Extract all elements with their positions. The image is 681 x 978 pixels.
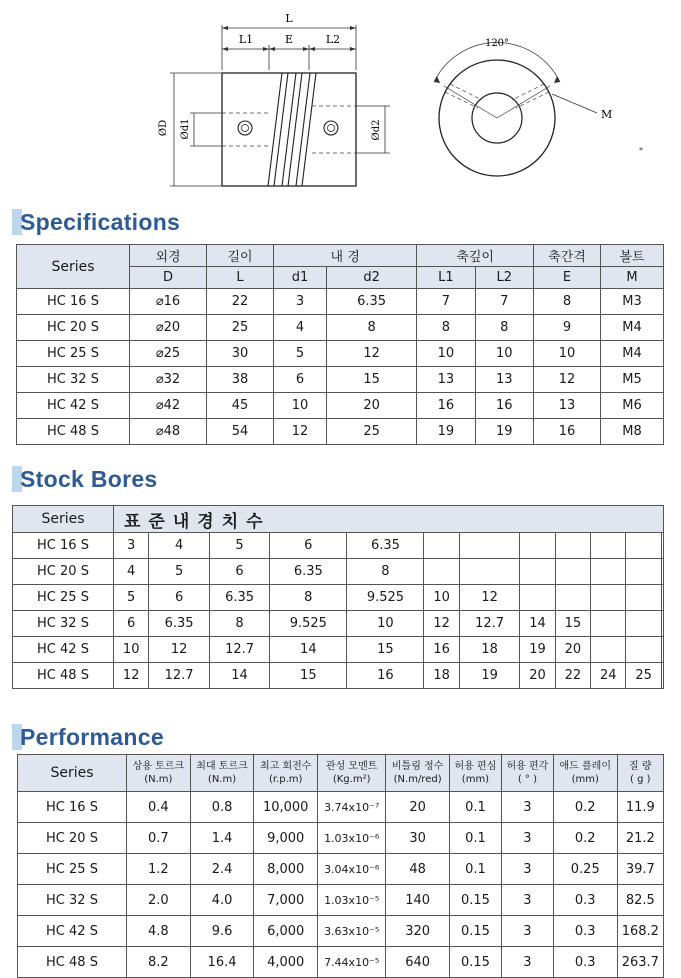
stock-series-cell: HC 16 S xyxy=(13,533,114,559)
spec-value-cell: M6 xyxy=(601,393,664,419)
stock-bore-cell: 15 xyxy=(270,663,347,689)
perf-value-cell: 320 xyxy=(386,916,450,947)
spec-value-cell: 13 xyxy=(475,367,533,393)
screw-label: M xyxy=(601,108,613,121)
stock-bore-cell: 4 xyxy=(114,559,149,585)
stock-bore-cell xyxy=(591,611,626,637)
perf-header-cell xyxy=(18,755,127,792)
stock-bore-cell: 6.35 xyxy=(149,611,209,637)
spec-value-cell: 10 xyxy=(534,341,601,367)
stock-bore-cell: 6.35 xyxy=(347,533,424,559)
perf-value-cell: 0.25 xyxy=(553,854,617,885)
perf-series-cell: HC 48 S xyxy=(18,947,127,978)
spec-value-cell: 8 xyxy=(417,315,475,341)
stock-bore-cell xyxy=(424,559,459,585)
perf-value-cell: 6,000 xyxy=(254,916,318,947)
stock-bore-cell xyxy=(661,559,663,585)
perf-header-label: 허용 편심 xyxy=(454,761,497,772)
stock-bore-cell xyxy=(520,585,555,611)
perf-value-cell: 0.4 xyxy=(127,792,191,823)
stock-header-label: 표준내경치수 xyxy=(114,506,664,533)
perf-header-label: 관성 모멘트 xyxy=(325,761,378,772)
perf-header-label: 상용 토르크 xyxy=(132,761,185,772)
perf-value-cell: 4,000 xyxy=(254,947,318,978)
stock-bore-cell xyxy=(626,585,661,611)
spec-header-depth: 축깊이 xyxy=(417,245,534,267)
spec-series-cell: HC 32 S xyxy=(17,367,130,393)
perf-header-cell xyxy=(553,755,617,792)
stock-bore-cell xyxy=(459,533,519,559)
spec-value-cell: 16 xyxy=(417,393,475,419)
perf-header-label: 허용 편각 xyxy=(506,761,549,772)
stock-bore-cell: 19 xyxy=(459,663,519,689)
spec-value-cell: 12 xyxy=(274,419,327,445)
spec-value-cell: ⌀42 xyxy=(130,393,207,419)
perf-value-cell: 10,000 xyxy=(254,792,318,823)
spec-header-series: Series xyxy=(17,245,130,289)
stock-series-cell: HC 32 S xyxy=(13,611,114,637)
perf-value-cell: 640 xyxy=(386,947,450,978)
perf-value-cell: 39.7 xyxy=(617,854,663,885)
stock-bore-cell xyxy=(661,663,663,689)
perf-value-cell: 0.2 xyxy=(553,792,617,823)
stock-bore-cell: 8 xyxy=(347,559,424,585)
spec-value-cell: 25 xyxy=(207,315,274,341)
asterisk-mark: * xyxy=(639,146,643,155)
spec-value-cell: 22 xyxy=(207,289,274,315)
perf-value-cell: 3 xyxy=(501,854,553,885)
stock-bore-cell: 16 xyxy=(424,637,459,663)
spec-value-cell: 15 xyxy=(326,367,416,393)
perf-header-unit: (N.m) xyxy=(144,774,173,785)
stock-bore-cell: 9.525 xyxy=(347,585,424,611)
spec-value-cell: ⌀32 xyxy=(130,367,207,393)
spec-row xyxy=(17,393,664,419)
stock-bore-cell: 6 xyxy=(209,559,269,585)
stock-bore-cell: 6.35 xyxy=(209,585,269,611)
spec-value-cell: 19 xyxy=(417,419,475,445)
stock-bore-cell: 8 xyxy=(209,611,269,637)
stock-bore-cell: 10 xyxy=(114,637,149,663)
perf-header-cell xyxy=(190,755,254,792)
stock-row xyxy=(13,533,664,559)
spec-series-cell: HC 42 S xyxy=(17,393,130,419)
spec-value-cell: 5 xyxy=(274,341,327,367)
spec-value-cell: 16 xyxy=(475,393,533,419)
perf-header-unit: (Kg.m²) xyxy=(332,774,371,785)
perf-value-cell: 0.1 xyxy=(449,792,501,823)
stock-bore-cell: 5 xyxy=(149,559,209,585)
perf-header-label: 질 량 xyxy=(629,761,652,772)
spec-value-cell: ⌀20 xyxy=(130,315,207,341)
perf-value-cell: 7,000 xyxy=(254,885,318,916)
perf-value-cell: 0.2 xyxy=(553,823,617,854)
spec-value-cell: 25 xyxy=(326,419,416,445)
spec-value-cell: 19 xyxy=(475,419,533,445)
perf-series-cell: HC 16 S xyxy=(18,792,127,823)
stock-bore-cell: 3 xyxy=(114,533,149,559)
stock-bore-cell: 8 xyxy=(270,585,347,611)
spec-value-cell: M8 xyxy=(601,419,664,445)
spec-row xyxy=(17,315,664,341)
perf-header-cell xyxy=(318,755,386,792)
stock-bore-cell: 6 xyxy=(149,585,209,611)
spec-value-cell: 7 xyxy=(417,289,475,315)
spec-value-cell: 7 xyxy=(475,289,533,315)
spec-sub-d1: d1 xyxy=(274,267,327,289)
perf-value-cell: 0.8 xyxy=(190,792,254,823)
perf-row xyxy=(18,823,664,854)
perf-value-cell: 16.4 xyxy=(190,947,254,978)
perf-header-unit: (mm) xyxy=(461,774,490,785)
stock-bore-cell xyxy=(459,559,519,585)
spec-value-cell: 12 xyxy=(534,367,601,393)
dim-d1: Ød1 xyxy=(180,118,191,140)
stock-bore-cell: 15 xyxy=(347,637,424,663)
perf-header-cell xyxy=(127,755,191,792)
stock-bore-cell: 20 xyxy=(555,637,590,663)
spec-value-cell: 10 xyxy=(274,393,327,419)
spec-header-bore: 내 경 xyxy=(274,245,417,267)
stock-bore-cell: 5 xyxy=(114,585,149,611)
perf-value-cell: 0.3 xyxy=(553,916,617,947)
perf-value-cell: 1.03x10⁻⁵ xyxy=(318,885,386,916)
perf-header-unit: (N.m) xyxy=(207,774,237,785)
perf-series-cell: HC 42 S xyxy=(18,916,127,947)
perf-value-cell: 8.2 xyxy=(127,947,191,978)
stock-bore-cell: 12.7 xyxy=(459,611,519,637)
stock-bore-cell: 6 xyxy=(270,533,347,559)
perf-header-unit: (N.m/red) xyxy=(393,774,442,785)
spec-value-cell: 16 xyxy=(534,419,601,445)
stock-row xyxy=(13,663,664,689)
stock-bore-cell: 19 xyxy=(520,637,555,663)
stock-bore-cell: 18 xyxy=(459,637,519,663)
spec-value-cell: 6 xyxy=(274,367,327,393)
perf-value-cell: 21.2 xyxy=(617,823,663,854)
stock-series-cell: HC 25 S xyxy=(13,585,114,611)
spec-sub-L2: L2 xyxy=(475,267,533,289)
perf-row xyxy=(18,916,664,947)
spec-value-cell: 8 xyxy=(326,315,416,341)
stock-bore-cell: 24 xyxy=(591,663,626,689)
spec-row xyxy=(17,419,664,445)
perf-value-cell: 1.4 xyxy=(190,823,254,854)
coupling-drawing xyxy=(0,0,681,200)
spec-value-cell: 3 xyxy=(274,289,327,315)
perf-value-cell: 20 xyxy=(386,792,450,823)
perf-value-cell: 0.15 xyxy=(449,885,501,916)
spec-value-cell: 54 xyxy=(207,419,274,445)
perf-value-cell: 8,000 xyxy=(254,854,318,885)
stock-bore-cell: 14 xyxy=(209,663,269,689)
stock-bore-cell xyxy=(626,611,661,637)
perf-header-unit: (r.p.m) xyxy=(268,774,303,785)
stock-series-cell: HC 42 S xyxy=(13,637,114,663)
perf-value-cell: 9,000 xyxy=(254,823,318,854)
spec-value-cell: 8 xyxy=(475,315,533,341)
stock-bore-cell xyxy=(626,637,661,663)
stock-row xyxy=(13,611,664,637)
stock-bore-cell: 6 xyxy=(114,611,149,637)
spec-sub-E: E xyxy=(534,267,601,289)
stock-bores-table xyxy=(12,505,664,689)
spec-value-cell: ⌀16 xyxy=(130,289,207,315)
stock-bore-cell xyxy=(555,585,590,611)
stock-bore-cell: 25 xyxy=(626,663,661,689)
stock-row xyxy=(13,559,664,585)
spec-sub-L: L xyxy=(207,267,274,289)
perf-value-cell: 2.4 xyxy=(190,854,254,885)
spec-value-cell: 8 xyxy=(534,289,601,315)
perf-header-label: 비틀림 정수 xyxy=(391,761,444,772)
dim-E: E xyxy=(284,33,294,46)
specifications-table xyxy=(16,244,664,445)
stock-header-series: Series xyxy=(13,506,114,533)
stock-bore-cell: 6.35 xyxy=(270,559,347,585)
stock-bore-cell: 10 xyxy=(347,611,424,637)
spec-value-cell: 10 xyxy=(417,341,475,367)
stock-series-cell: HC 48 S xyxy=(13,663,114,689)
stock-bore-cell: 12 xyxy=(149,637,209,663)
perf-header-cell xyxy=(501,755,553,792)
stock-bore-cell xyxy=(661,533,663,559)
spec-value-cell: 20 xyxy=(326,393,416,419)
spec-header-outer: 외경 xyxy=(130,245,207,267)
stock-bore-cell xyxy=(424,533,459,559)
perf-value-cell: 0.3 xyxy=(553,947,617,978)
stock-row xyxy=(13,637,664,663)
perf-header-cell xyxy=(254,755,318,792)
specifications-title: Specifications xyxy=(20,207,180,237)
perf-value-cell: 30 xyxy=(386,823,450,854)
spec-value-cell: M5 xyxy=(601,367,664,393)
perf-value-cell: 4.8 xyxy=(127,916,191,947)
stock-bore-cell: 10 xyxy=(424,585,459,611)
perf-value-cell: 168.2 xyxy=(617,916,663,947)
perf-value-cell: 0.1 xyxy=(449,854,501,885)
stock-bore-cell: 12 xyxy=(424,611,459,637)
spec-value-cell: 45 xyxy=(207,393,274,419)
stock-row xyxy=(13,585,664,611)
stock-bore-cell: 14 xyxy=(520,611,555,637)
spec-header-length: 길이 xyxy=(207,245,274,267)
stock-bore-cell xyxy=(591,559,626,585)
perf-value-cell: 48 xyxy=(386,854,450,885)
stock-bore-cell xyxy=(591,637,626,663)
perf-value-cell: 3 xyxy=(501,885,553,916)
perf-value-cell: 3.63x10⁻⁵ xyxy=(318,916,386,947)
stock-bore-cell: 12.7 xyxy=(149,663,209,689)
spec-value-cell: 13 xyxy=(417,367,475,393)
perf-value-cell: 3 xyxy=(501,823,553,854)
stock-series-cell: HC 20 S xyxy=(13,559,114,585)
perf-row xyxy=(18,792,664,823)
spec-header-gap: 축간격 xyxy=(534,245,601,267)
perf-header-unit: ( ° ) xyxy=(517,774,537,785)
spec-sub-D: D xyxy=(130,267,207,289)
spec-value-cell: ⌀25 xyxy=(130,341,207,367)
stock-bore-cell xyxy=(661,585,663,611)
spec-value-cell: 4 xyxy=(274,315,327,341)
stock-bore-cell: 20 xyxy=(520,663,555,689)
spec-sub-M: M xyxy=(601,267,664,289)
stock-bore-cell: 16 xyxy=(347,663,424,689)
dim-d2: Ød2 xyxy=(371,119,382,141)
perf-series-cell: HC 32 S xyxy=(18,885,127,916)
spec-row xyxy=(17,367,664,393)
stock-bore-cell xyxy=(626,533,661,559)
stock-bore-cell xyxy=(591,533,626,559)
spec-value-cell: M4 xyxy=(601,315,664,341)
perf-header-cell xyxy=(449,755,501,792)
perf-value-cell: 7.44x10⁻⁵ xyxy=(318,947,386,978)
perf-value-cell: 0.7 xyxy=(127,823,191,854)
perf-header-label: Series xyxy=(50,764,94,781)
spec-row xyxy=(17,289,664,315)
perf-header-unit: (mm) xyxy=(571,774,599,785)
perf-value-cell: 0.1 xyxy=(449,823,501,854)
perf-value-cell: 2.0 xyxy=(127,885,191,916)
perf-value-cell: 11.9 xyxy=(617,792,663,823)
stock-bore-cell xyxy=(591,585,626,611)
perf-value-cell: 3 xyxy=(501,916,553,947)
perf-value-cell: 0.3 xyxy=(553,885,617,916)
spec-header-bolt: 볼트 xyxy=(601,245,664,267)
perf-value-cell: 82.5 xyxy=(617,885,663,916)
spec-series-cell: HC 20 S xyxy=(17,315,130,341)
perf-value-cell: 9.6 xyxy=(190,916,254,947)
perf-value-cell: 140 xyxy=(386,885,450,916)
perf-header-label: 최대 토르크 xyxy=(196,761,248,772)
spec-value-cell: ⌀48 xyxy=(130,419,207,445)
spec-series-cell: HC 16 S xyxy=(17,289,130,315)
perf-value-cell: 0.15 xyxy=(449,947,501,978)
perf-value-cell: 263.7 xyxy=(617,947,663,978)
spec-series-cell: HC 25 S xyxy=(17,341,130,367)
stock-bores-title: Stock Bores xyxy=(20,464,158,494)
performance-title: Performance xyxy=(20,722,164,752)
perf-value-cell: 0.15 xyxy=(449,916,501,947)
perf-value-cell: 4.0 xyxy=(190,885,254,916)
spec-row xyxy=(17,341,664,367)
dim-L: L xyxy=(285,12,293,25)
dim-L2: L2 xyxy=(325,33,341,46)
spec-sub-L1: L1 xyxy=(417,267,475,289)
perf-value-cell: 3.04x10⁻⁶ xyxy=(318,854,386,885)
spec-sub-d2: d2 xyxy=(326,267,416,289)
perf-header-cell xyxy=(386,755,450,792)
spec-value-cell: M4 xyxy=(601,341,664,367)
stock-bore-cell xyxy=(661,611,663,637)
stock-bore-cell: 12 xyxy=(459,585,519,611)
stock-bore-cell xyxy=(555,559,590,585)
perf-header-cell xyxy=(617,755,663,792)
stock-bore-cell: 9.525 xyxy=(270,611,347,637)
stock-bore-cell xyxy=(520,533,555,559)
perf-header-unit: ( g ) xyxy=(630,774,651,785)
stock-bore-cell xyxy=(520,559,555,585)
perf-value-cell: 3 xyxy=(501,792,553,823)
perf-value-cell: 3.74x10⁻⁷ xyxy=(318,792,386,823)
stock-bore-cell xyxy=(555,533,590,559)
perf-header-label: 최고 회전수 xyxy=(259,761,312,772)
perf-header-label: 애드 플레이 xyxy=(559,761,611,772)
perf-value-cell: 1.03x10⁻⁶ xyxy=(318,823,386,854)
spec-value-cell: 12 xyxy=(326,341,416,367)
spec-value-cell: 30 xyxy=(207,341,274,367)
spec-value-cell: M3 xyxy=(601,289,664,315)
perf-value-cell: 3 xyxy=(501,947,553,978)
stock-bore-cell: 5 xyxy=(209,533,269,559)
spec-value-cell: 9 xyxy=(534,315,601,341)
spec-value-cell: 10 xyxy=(475,341,533,367)
spec-value-cell: 13 xyxy=(534,393,601,419)
perf-row xyxy=(18,947,664,978)
perf-series-cell: HC 20 S xyxy=(18,823,127,854)
stock-bore-cell xyxy=(661,637,663,663)
perf-row xyxy=(18,854,664,885)
perf-row xyxy=(18,885,664,916)
perf-value-cell: 1.2 xyxy=(127,854,191,885)
dim-D: ØD xyxy=(158,119,169,137)
stock-bore-cell: 14 xyxy=(270,637,347,663)
spec-value-cell: 6.35 xyxy=(326,289,416,315)
stock-bore-cell: 12 xyxy=(114,663,149,689)
perf-series-cell: HC 25 S xyxy=(18,854,127,885)
stock-bore-cell: 18 xyxy=(424,663,459,689)
spec-value-cell: 38 xyxy=(207,367,274,393)
stock-bore-cell: 22 xyxy=(555,663,590,689)
stock-bore-cell: 15 xyxy=(555,611,590,637)
spec-series-cell: HC 48 S xyxy=(17,419,130,445)
stock-bore-cell: 4 xyxy=(149,533,209,559)
performance-table xyxy=(17,754,664,978)
dim-L1: L1 xyxy=(238,33,254,46)
stock-bore-cell: 12.7 xyxy=(209,637,269,663)
angle-label: 120° xyxy=(484,38,510,49)
stock-bore-cell xyxy=(626,559,661,585)
